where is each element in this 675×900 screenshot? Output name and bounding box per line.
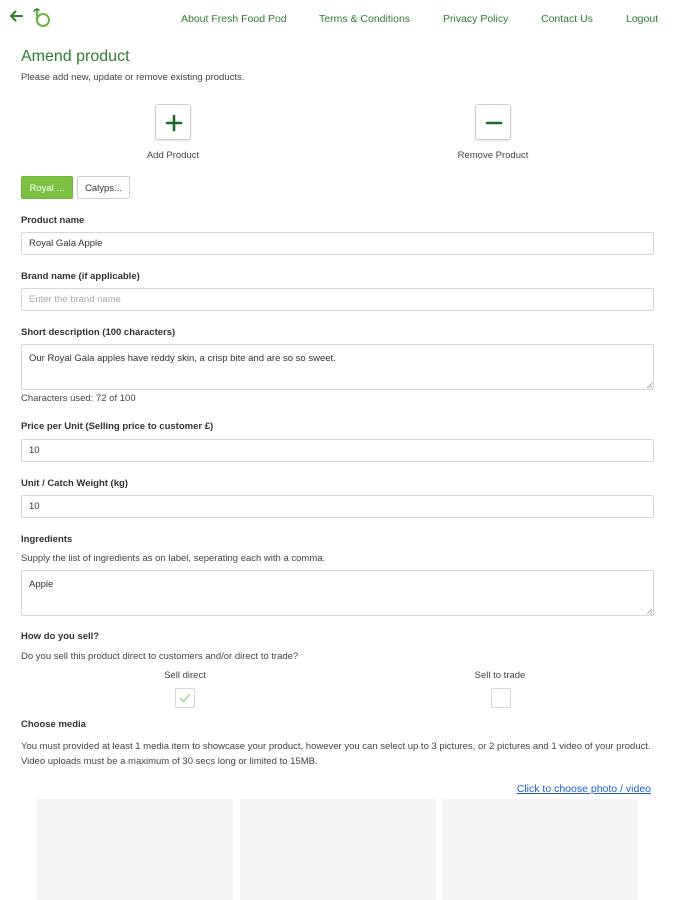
resize-handle-icon[interactable] <box>646 608 652 614</box>
product-tab-royal[interactable]: Royal ... <box>21 176 73 199</box>
sell-method-hint: Do you sell this product direct to customers and/or direct to trade? <box>21 651 299 662</box>
media-slot-1[interactable] <box>37 799 233 900</box>
media-slot-3[interactable] <box>442 799 638 900</box>
character-counter: Characters used: 72 of 100 <box>21 393 136 404</box>
choose-photo-video-link[interactable]: Click to choose photo / video <box>516 783 651 795</box>
product-tab-calypso[interactable]: Calyps... <box>77 176 130 199</box>
short-description-textarea[interactable] <box>21 344 654 390</box>
nav-link-logout[interactable]: Logout <box>626 13 659 25</box>
product-name-label: Product name <box>21 215 85 226</box>
nav-link-privacy[interactable]: Privacy Policy <box>443 13 509 25</box>
choose-media-label: Choose media <box>21 719 86 730</box>
add-product-label: Add Product <box>146 150 200 161</box>
top-navigation-bar <box>0 0 675 38</box>
nav-link-about[interactable]: About Fresh Food Pod <box>181 13 287 25</box>
price-input[interactable]: 10 <box>21 439 654 462</box>
fresh-food-pod-logo[interactable] <box>30 6 52 28</box>
sell-direct-checkbox[interactable] <box>175 688 195 708</box>
remove-product-label: Remove Product <box>457 150 529 161</box>
product-name-input[interactable]: Royal Gala Apple <box>21 232 654 255</box>
plus-icon <box>165 114 183 132</box>
brand-name-label: Brand name (if applicable) <box>21 271 140 282</box>
brand-name-input[interactable]: Enter the brand name <box>21 288 654 311</box>
resize-handle-icon[interactable] <box>646 382 652 388</box>
sell-trade-checkbox[interactable] <box>491 688 511 708</box>
ingredients-value: Apple <box>29 579 54 590</box>
choose-media-hint: You must provided at least 1 media item to showcase your product, however you can select up to 3 pictures, or 2 pictures and 1 video of your product. Video uploads must be a maximum of 30 secs long or limited to 15MB. <box>21 741 651 767</box>
ingredients-label: Ingredients <box>21 534 73 545</box>
back-arrow-icon[interactable] <box>8 8 24 24</box>
page-title: Amend product <box>21 48 130 65</box>
nav-link-contact[interactable]: Contact Us <box>541 13 593 25</box>
media-slot-2[interactable] <box>240 799 436 900</box>
page-subtitle: Please add new, update or remove existing products. <box>21 72 245 83</box>
ingredients-textarea[interactable] <box>21 570 654 616</box>
short-description-value: Our Royal Gala apples have reddy skin, a crisp bite and are so so sweet. <box>29 353 336 364</box>
sell-direct-label: Sell direct <box>164 670 206 681</box>
minus-icon <box>485 114 503 132</box>
ingredients-hint: Supply the list of ingredients as on label, seperating each with a comma. <box>21 553 326 564</box>
price-label: Price per Unit (Selling price to customer £) <box>21 421 214 432</box>
weight-label: Unit / Catch Weight (kg) <box>21 478 128 489</box>
remove-product-button[interactable] <box>475 104 511 140</box>
short-description-label: Short description (100 characters) <box>21 327 176 338</box>
weight-input[interactable]: 10 <box>21 495 654 518</box>
checkmark-icon <box>176 689 194 707</box>
nav-link-terms[interactable]: Terms & Conditions <box>319 13 411 25</box>
sell-method-label: How do you sell? <box>21 631 100 642</box>
sell-trade-label: Sell to trade <box>474 670 526 681</box>
add-product-button[interactable] <box>155 104 191 140</box>
